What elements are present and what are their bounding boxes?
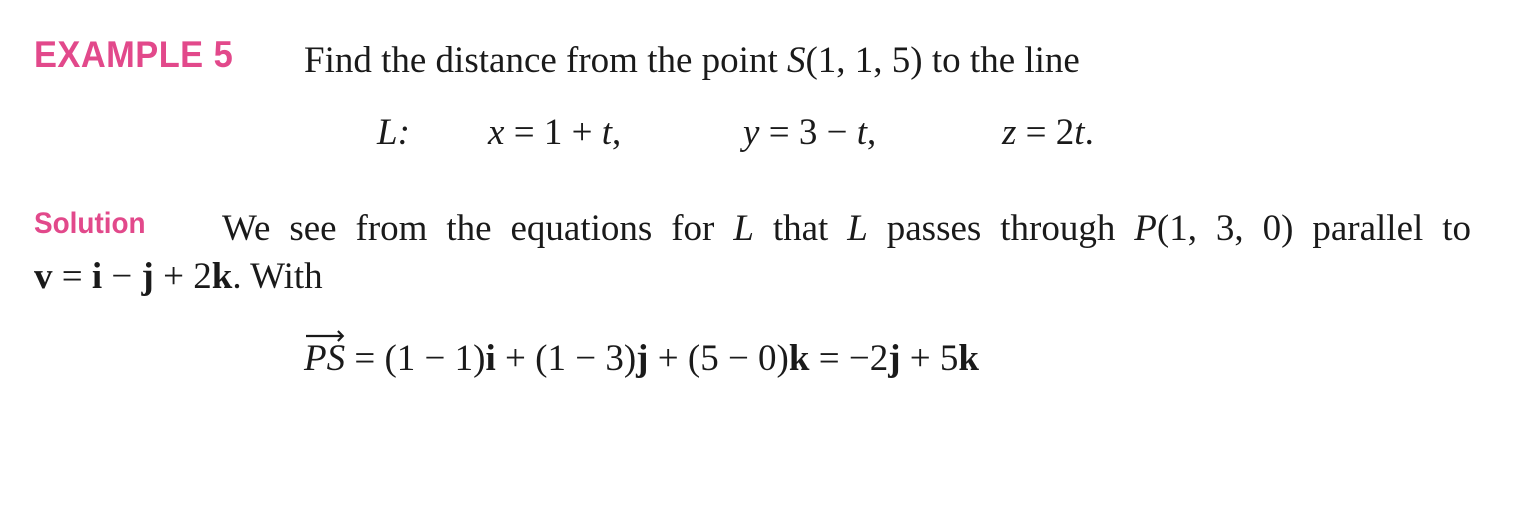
vector-v: v (34, 256, 53, 297)
solution-text-b: that (753, 208, 848, 249)
eq-y-rhs: 3 − (798, 112, 857, 153)
eq-z-var: z (1002, 112, 1017, 153)
equation-x: x = 1 + t, (488, 112, 622, 153)
ps-part-4: = −2 (809, 338, 889, 379)
eq-x-sep: , (611, 112, 622, 153)
plus-sign: + (153, 256, 194, 297)
point-p-coords: (1, 3, 0) (1156, 208, 1294, 249)
coef-two: 2 (193, 256, 212, 297)
eq-z-sep: . (1084, 112, 1094, 153)
ps-part-2: + (1 − 3) (495, 338, 637, 379)
unit-j: j (888, 338, 901, 379)
eq-x-rhs: 1 + (543, 112, 602, 153)
vector-ps (304, 340, 345, 377)
unit-k: k (211, 256, 233, 297)
line-symbol: L (847, 208, 868, 249)
solution-text-a: We see from the equations for (222, 208, 734, 249)
point-p-name: P (1134, 208, 1157, 249)
eq-y-sep: , (866, 112, 877, 153)
unit-j: j (141, 256, 154, 297)
equation-z: z = 2t. (1002, 112, 1094, 153)
unit-j: j (636, 338, 649, 379)
eq-z-rhs: 2 (1055, 112, 1075, 153)
unit-k: k (958, 338, 979, 379)
eq-y-var: y (743, 112, 760, 153)
vector-arrow-icon (306, 331, 343, 341)
statement-prefix: Find the distance from the point (304, 40, 787, 81)
statement-suffix: to the line (922, 40, 1080, 81)
with-text: . With (232, 256, 323, 297)
solution-line-2 (34, 258, 323, 295)
ps-part-1: = (1 − 1) (345, 338, 486, 379)
solution-line-1 (222, 210, 1471, 247)
ps-vector-equation (304, 340, 979, 377)
point-coords: (1, 1, 5) (805, 40, 923, 81)
point-name: S (786, 40, 806, 81)
line-name: L: (377, 112, 410, 153)
eq-y-param: t (856, 112, 867, 153)
eq-x-param: t (601, 112, 612, 153)
eq-x-var: x (488, 112, 505, 153)
solution-text-d: parallel to (1293, 208, 1471, 249)
equation-y: y = 3 − t, (743, 112, 877, 153)
unit-i: i (485, 338, 496, 379)
unit-i: i (91, 256, 103, 297)
example-statement (304, 42, 1080, 79)
line-symbol: L (733, 208, 754, 249)
minus-sign: − (102, 256, 142, 297)
solution-label: Solution (34, 207, 146, 240)
ps-part-3: + (5 − 0) (648, 338, 789, 379)
eq-z-param: t (1074, 112, 1085, 153)
ps-part-5: + 5 (900, 338, 959, 379)
solution-text-c: passes through (867, 208, 1135, 249)
unit-k: k (788, 338, 810, 379)
vector-ps-label: PS (304, 338, 346, 379)
example-label: EXAMPLE 5 (34, 34, 234, 75)
equals-sign: = (52, 256, 92, 297)
